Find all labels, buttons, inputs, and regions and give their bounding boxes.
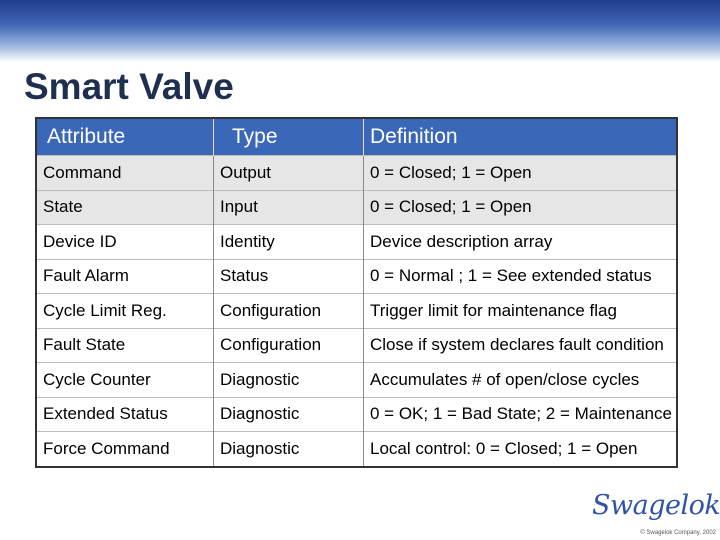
- cell-type: Diagnostic: [214, 397, 364, 432]
- cell-definition: Accumulates # of open/close cycles: [364, 363, 678, 398]
- top-banner: [0, 0, 720, 62]
- cell-definition: 0 = Normal ; 1 = See extended status: [364, 259, 678, 294]
- cell-attribute: Fault Alarm: [36, 259, 214, 294]
- table-row: [36, 156, 677, 191]
- table-row: [36, 259, 677, 294]
- cell-definition: 0 = Closed; 1 = Open: [364, 190, 678, 225]
- cell-attribute: Device ID: [36, 225, 214, 260]
- cell-attribute: Command: [36, 156, 214, 191]
- table-row: [36, 190, 677, 225]
- cell-type: Configuration: [214, 294, 364, 329]
- cell-attribute: Extended Status: [36, 397, 214, 432]
- table-row: [36, 328, 677, 363]
- table-row: [36, 294, 677, 329]
- cell-attribute: Cycle Counter: [36, 363, 214, 398]
- cell-type: Output: [214, 156, 364, 191]
- cell-definition: Close if system declares fault condition: [364, 328, 678, 363]
- cell-definition: 0 = Closed; 1 = Open: [364, 156, 678, 191]
- attribute-table: [35, 117, 678, 468]
- cell-attribute: Cycle Limit Reg.: [36, 294, 214, 329]
- slide-title: Smart Valve: [24, 66, 234, 107]
- cell-type: Configuration: [214, 328, 364, 363]
- table-header-row: [36, 118, 677, 156]
- cell-attribute: Force Command: [36, 432, 214, 467]
- header-attribute: Attribute: [36, 118, 214, 156]
- cell-type: Input: [214, 190, 364, 225]
- table-row: [36, 363, 677, 398]
- copyright-notice: © Swagelok Company, 2002: [640, 530, 716, 536]
- table-row: [36, 225, 677, 260]
- cell-definition: Trigger limit for maintenance flag: [364, 294, 678, 329]
- table-row: [36, 432, 677, 467]
- cell-definition: Device description array: [364, 225, 678, 260]
- cell-definition: 0 = OK; 1 = Bad State; 2 = Maintenance: [364, 397, 678, 432]
- cell-type: Diagnostic: [214, 432, 364, 467]
- header-type: Type: [214, 118, 364, 156]
- cell-type: Status: [214, 259, 364, 294]
- table-row: [36, 397, 677, 432]
- cell-definition: Local control: 0 = Closed; 1 = Open: [364, 432, 678, 467]
- cell-type: Identity: [214, 225, 364, 260]
- cell-attribute: State: [36, 190, 214, 225]
- swagelok-logo: Swagelok: [592, 490, 720, 521]
- header-definition: Definition: [364, 118, 678, 156]
- cell-type: Diagnostic: [214, 363, 364, 398]
- cell-attribute: Fault State: [36, 328, 214, 363]
